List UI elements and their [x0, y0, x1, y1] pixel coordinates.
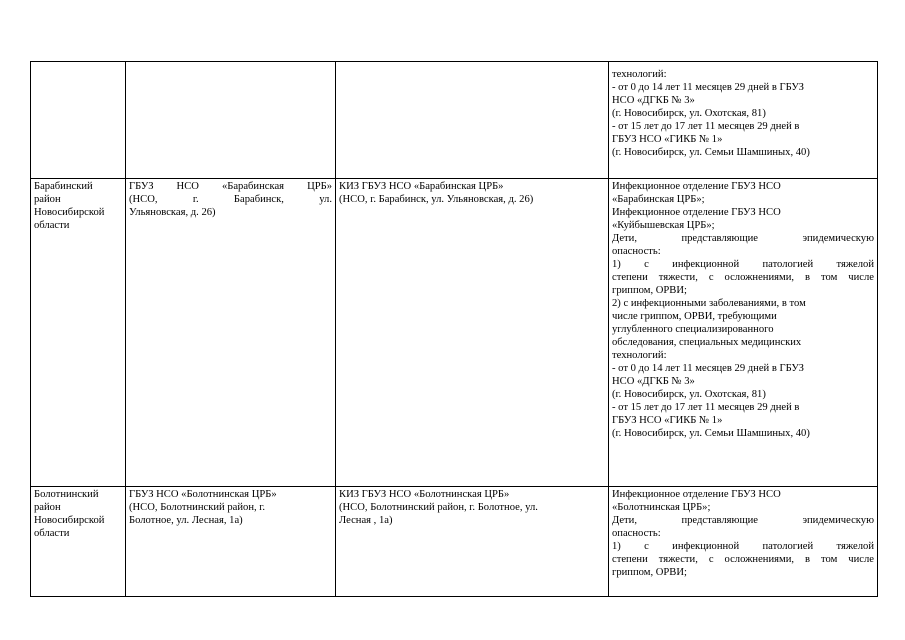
- cell-text-line: (г. Новосибирск, ул. Охотская, 81): [612, 108, 766, 119]
- cell-text-line: «Барабинская ЦРБ»;: [612, 194, 705, 205]
- cell-text-line: КИЗ ГБУЗ НСО «Болотнинская ЦРБ»: [339, 489, 510, 500]
- referral-cell: [609, 179, 878, 487]
- cell-text-line: КИЗ ГБУЗ НСО «Барабинская ЦРБ»: [339, 181, 504, 192]
- kiz-cell: [336, 179, 609, 487]
- cell-text-line: Барабинский: [34, 181, 93, 192]
- cell-text-line: гриппом, ОРВИ;: [612, 567, 687, 578]
- cell-text-line: (г. Новосибирск, ул. Семьи Шамшиных, 40): [612, 147, 810, 158]
- cell-text-line: - от 0 до 14 лет 11 месяцев 29 дней в ГБУЗ: [612, 363, 804, 374]
- cell-text-line: технологий:: [612, 350, 667, 361]
- referral-cell: [609, 62, 878, 179]
- cell-text-line: Болотнинский: [34, 489, 99, 500]
- cell-text-line: 1) с инфекционной патологией тяжелой: [612, 259, 874, 270]
- cell-text-line: - от 0 до 14 лет 11 месяцев 29 дней в ГБУЗ: [612, 82, 804, 93]
- cell-text-line: - от 15 лет до 17 лет 11 месяцев 29 дней в: [612, 121, 800, 132]
- cell-text-line: Инфекционное отделение ГБУЗ НСО: [612, 489, 781, 500]
- cell-text-line: «Куйбышевская ЦРБ»;: [612, 220, 715, 231]
- hospital-cell: [126, 62, 336, 179]
- cell-text-line: области: [34, 528, 70, 539]
- cell-text-line: Новосибирской: [34, 515, 105, 526]
- cell-text-line: Болотное, ул. Лесная, 1а): [129, 515, 243, 526]
- cell-text-line: опасность:: [612, 528, 661, 539]
- table-row: [31, 62, 878, 179]
- cell-text-line: НСО «ДГКБ № 3»: [612, 95, 695, 106]
- cell-text-line: опасность:: [612, 246, 661, 257]
- cell-text-line: район: [34, 502, 61, 513]
- cell-text-line: ГБУЗ НСО «ГИКБ № 1»: [612, 415, 723, 426]
- table-row: [31, 179, 878, 487]
- cell-text-line: 1) с инфекционной патологией тяжелой: [612, 541, 874, 552]
- cell-text-line: степени тяжести, с осложнениями, в том числе: [612, 272, 874, 283]
- cell-text-line: ГБУЗ НСО «Болотнинская ЦРБ»: [129, 489, 277, 500]
- cell-text-line: степени тяжести, с осложнениями, в том числе: [612, 554, 874, 565]
- cell-text-line: Ульяновская, д. 26): [129, 207, 216, 218]
- cell-text-line: (г. Новосибирск, ул. Охотская, 81): [612, 389, 766, 400]
- referral-table: [30, 61, 878, 597]
- kiz-cell: [336, 62, 609, 179]
- district-cell: [31, 62, 126, 179]
- cell-text-line: ГБУЗ НСО «Барабинская ЦРБ»: [129, 181, 332, 192]
- cell-text-line: (НСО, Болотнинский район, г. Болотное, ул.: [339, 502, 538, 513]
- cell-text-line: (НСО, г. Барабинск, ул. Ульяновская, д. 26): [339, 194, 534, 205]
- district-cell: [31, 179, 126, 487]
- cell-text-line: обследования, специальных медицинских: [612, 337, 802, 348]
- cell-text-line: Дети, представляющие эпидемическую: [612, 515, 874, 526]
- cell-text-line: Инфекционное отделение ГБУЗ НСО: [612, 181, 781, 192]
- cell-text-line: - от 15 лет до 17 лет 11 месяцев 29 дней в: [612, 402, 800, 413]
- cell-text-line: области: [34, 220, 70, 231]
- cell-text-line: числе гриппом, ОРВИ, требующими: [612, 311, 777, 322]
- cell-text-line: (г. Новосибирск, ул. Семьи Шамшиных, 40): [612, 428, 810, 439]
- cell-text-line: (НСО, г. Барабинск, ул.: [129, 194, 332, 205]
- cell-text-line: «Болотнинская ЦРБ»;: [612, 502, 711, 513]
- hospital-cell: [126, 179, 336, 487]
- kiz-cell: [336, 487, 609, 597]
- cell-text-line: Дети, представляющие эпидемическую: [612, 233, 874, 244]
- cell-text-line: ГБУЗ НСО «ГИКБ № 1»: [612, 134, 723, 145]
- cell-text-line: Инфекционное отделение ГБУЗ НСО: [612, 207, 781, 218]
- cell-text-line: углубленного специализированного: [612, 324, 774, 335]
- cell-text-line: гриппом, ОРВИ;: [612, 285, 687, 296]
- table-row: [31, 487, 878, 597]
- cell-text-line: район: [34, 194, 61, 205]
- district-cell: [31, 487, 126, 597]
- referral-cell: [609, 487, 878, 597]
- cell-text-line: НСО «ДГКБ № 3»: [612, 376, 695, 387]
- cell-text-line: технологий:: [612, 69, 667, 80]
- cell-text-line: 2) с инфекционными заболеваниями, в том: [612, 298, 806, 309]
- hospital-cell: [126, 487, 336, 597]
- cell-text-line: Новосибирской: [34, 207, 105, 218]
- cell-text-line: (НСО, Болотнинский район, г.: [129, 502, 266, 513]
- cell-text-line: Лесная , 1а): [339, 515, 393, 526]
